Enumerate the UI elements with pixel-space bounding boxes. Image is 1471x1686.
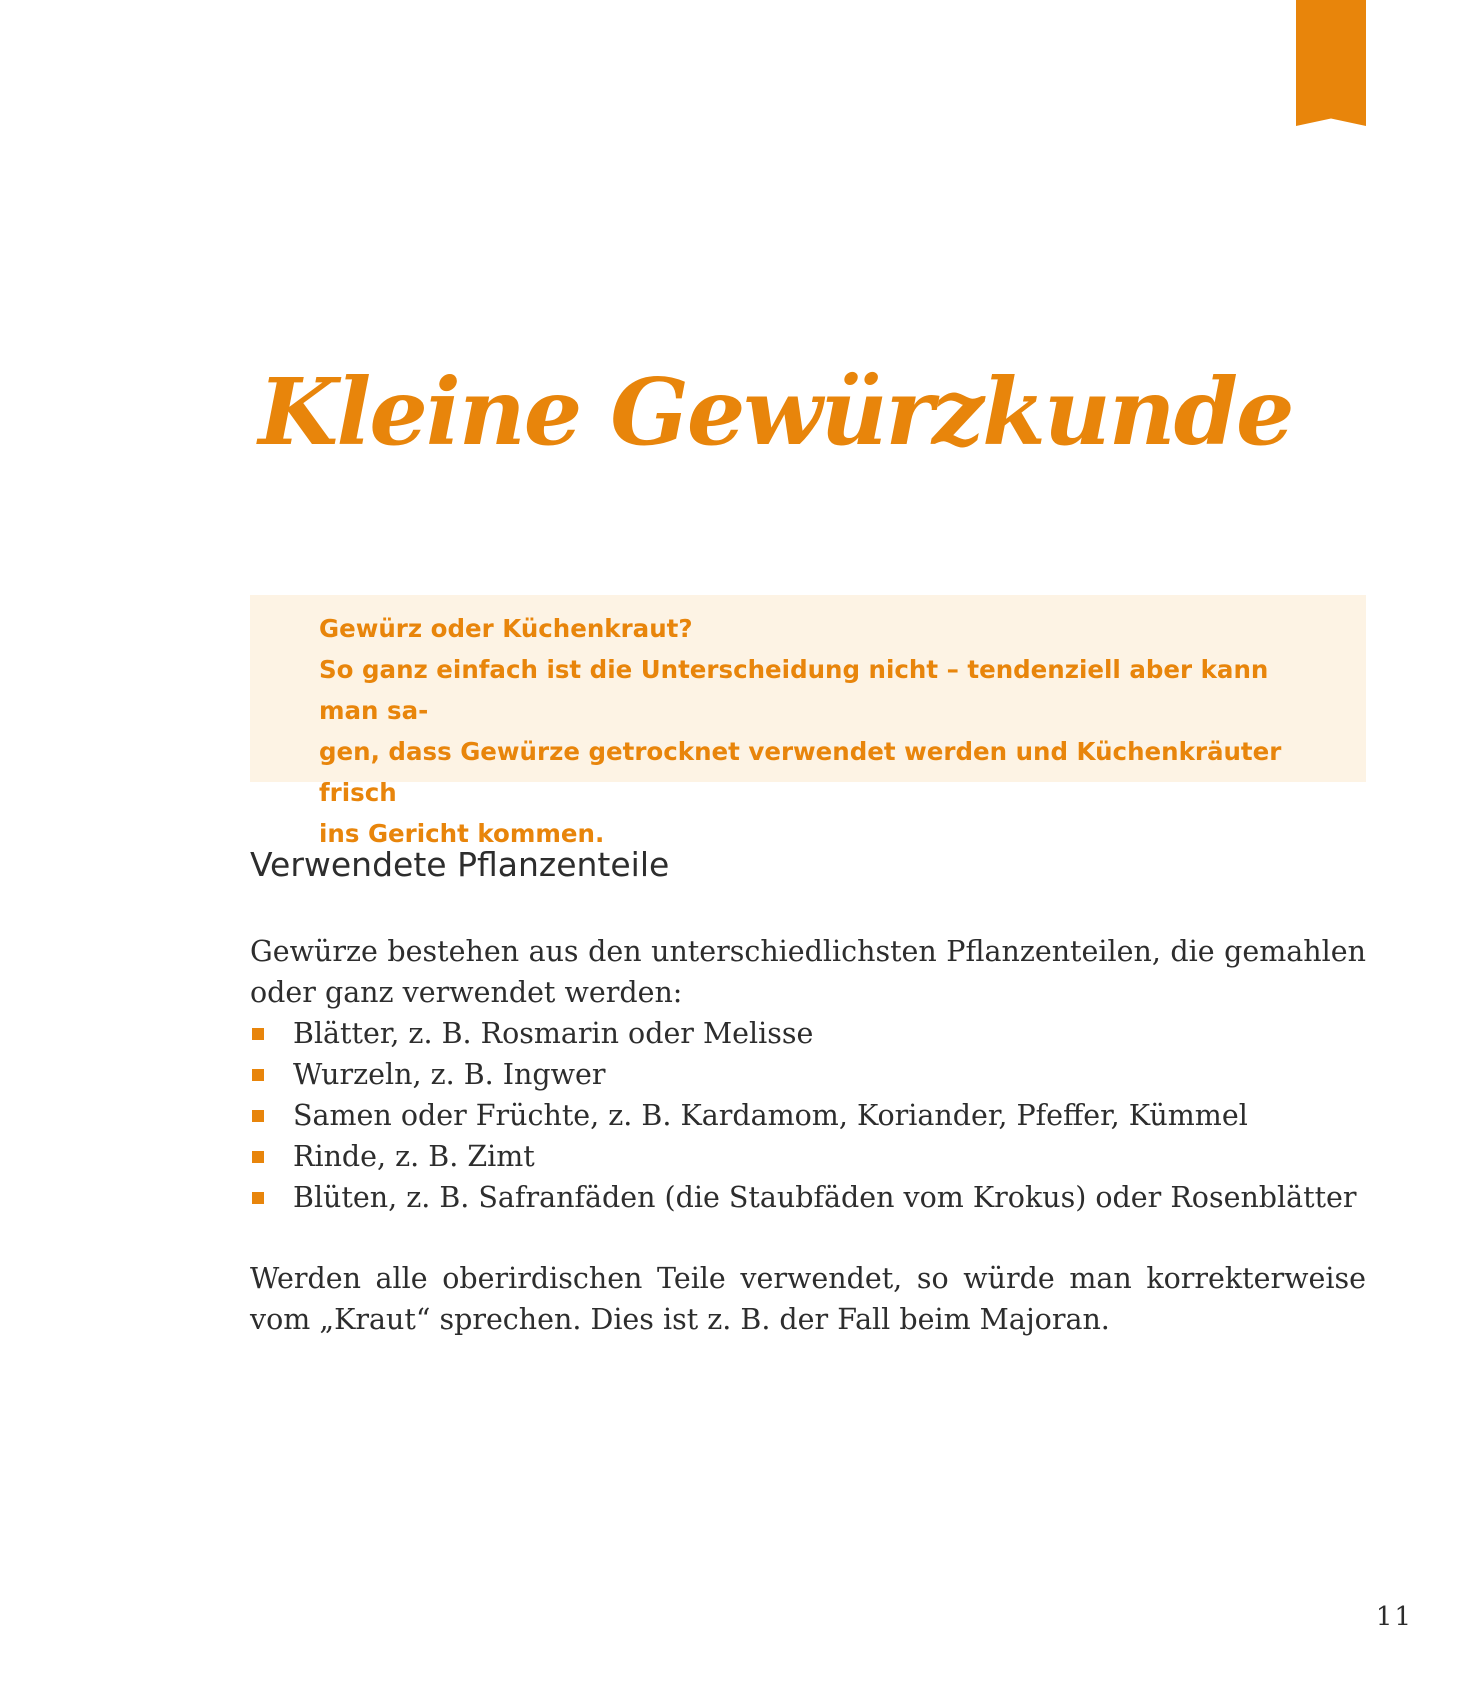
- page-title: Kleine Gewürzkunde: [258, 358, 1293, 466]
- info-box-line-2: gen, dass Gewürze getrocknet verwendet werden und Küchenkräuter frisch: [319, 737, 1282, 807]
- info-box-heading: Gewürz oder Küchenkraut?: [319, 614, 693, 643]
- list-item-text: Samen oder Früchte, z. B. Kardamom, Koriander, Pfeffer, Kümmel: [293, 1099, 1248, 1132]
- list-item: [250, 1054, 1357, 1095]
- info-box-line-3: ins Gericht kommen.: [319, 819, 605, 848]
- list-item-text: Blüten, z. B. Safranfäden (die Staubfäden vom Krokus) oder Rosenblätter: [293, 1181, 1357, 1214]
- list-item-text: Blätter, z. B. Rosmarin oder Melisse: [293, 1017, 814, 1050]
- list-item-text: Wurzeln, z. B. Ingwer: [293, 1058, 606, 1091]
- list-item: [250, 1136, 1357, 1177]
- square-bullet-icon: [252, 1028, 264, 1040]
- square-bullet-icon: [252, 1069, 264, 1081]
- outro-paragraph: Werden alle oberirdischen Teile verwendet, so würde man korrekterweise vom „Kraut“ sprechen. Dies ist z. B. der Fall beim Majoran.: [250, 1262, 1366, 1336]
- square-bullet-icon: [252, 1110, 264, 1122]
- page-number: 11: [1375, 1602, 1413, 1632]
- info-box: [250, 595, 1366, 848]
- intro-paragraph: Gewürze bestehen aus den unterschiedlichsten Pflanzenteilen, die gemahlen oder ganz verwendet werden:: [250, 935, 1366, 1009]
- list-item: [250, 1013, 1357, 1054]
- square-bullet-icon: [252, 1192, 264, 1204]
- square-bullet-icon: [252, 1151, 264, 1163]
- info-box-line-1: So ganz einfach ist die Unterscheidung nicht – tendenziell aber kann man sa-: [319, 655, 1269, 725]
- section-heading: Verwendete Pflanzenteile: [250, 845, 670, 884]
- list-item-text: Rinde, z. B. Zimt: [293, 1140, 535, 1173]
- list-item: [250, 1177, 1357, 1218]
- plant-parts-list: [250, 1013, 1357, 1218]
- list-item: [250, 1095, 1357, 1136]
- bookmark-ribbon: [1296, 0, 1366, 126]
